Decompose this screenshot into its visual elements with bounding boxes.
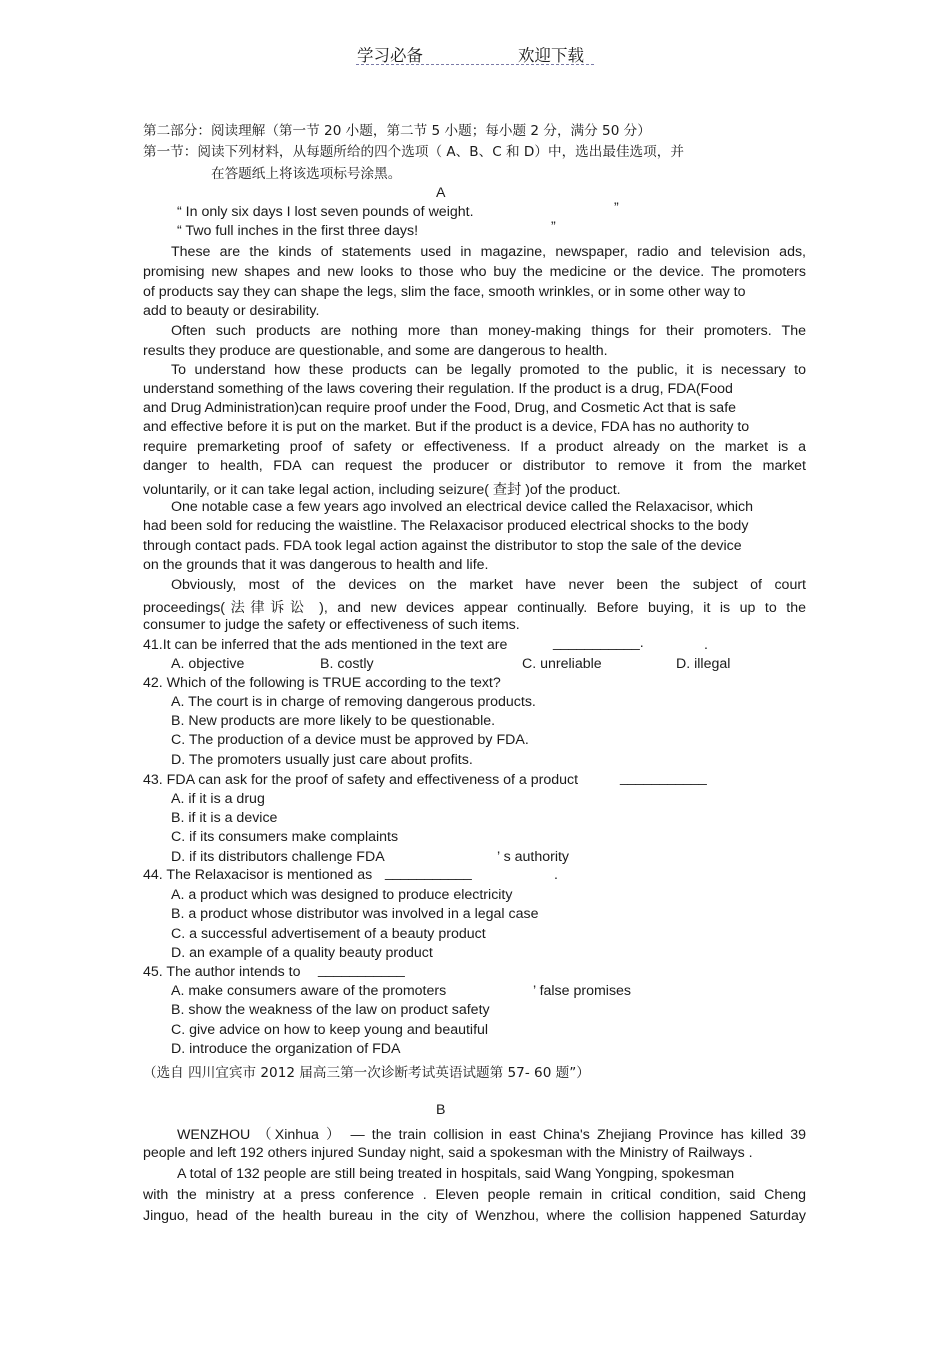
- passage-a-quote-1: “ In only six days I lost seven pounds of weight.: [177, 204, 474, 220]
- passage-b-line: Jinguo, head of the health bureau in the city of Wenzhou, where the collision happened Saturday: [143, 1208, 806, 1224]
- instructions-line-2: 第一节：阅读下列材料，从每题所给的四个选项（ A、B、C 和 D）中，选出最佳选项，并: [143, 144, 684, 160]
- passage-a-line: understand something of the laws covering their regulation. If the product is a drug, FDA(Food: [143, 381, 733, 397]
- passage-a-line: consumer to judge the safety or effectiveness of such items.: [143, 617, 520, 633]
- passage-b-line: A total of 132 people are still being treated in hospitals, said Wang Yongping, spokesman: [177, 1166, 735, 1182]
- passage-a-line: promising new shapes and new looks to those who buy the medicine or the device. The promoters: [143, 264, 806, 280]
- answer-blank: ___________.: [553, 635, 644, 651]
- option-b: B. show the weakness of the law on product safety: [171, 1002, 490, 1018]
- option-a: A. if it is a drug: [171, 791, 265, 807]
- option-c: C. if its consumers make complaints: [171, 829, 399, 845]
- passage-a-line: require premarketing proof of safety or effectiveness. If a product already on the market is a: [143, 439, 806, 455]
- option-c: C. a successful advertisement of a beauty product: [171, 926, 486, 942]
- option-a: A. objective: [171, 656, 245, 672]
- passage-a-line: had been sold for reducing the waistline. The Relaxacisor produced electrical shocks to the body: [143, 518, 749, 534]
- passage-b-line: people and left 192 others injured Sunday night, said a spokesman with the Ministry of Railways .: [143, 1145, 753, 1161]
- passage-b-line: with the ministry at a press conference . Eleven people remain in critical condition, said Cheng: [143, 1187, 806, 1203]
- option-c: C. unreliable: [522, 656, 602, 672]
- header-left-text: 学习必备: [357, 46, 423, 65]
- question-stem: 43. FDA can ask for the proof of safety and effectiveness of a product: [143, 772, 579, 788]
- passage-a-line: voluntarily, or it can take legal action, including seizure( 查封 )of the product.: [143, 482, 621, 498]
- passage-a-line: and Drug Administration)can require proof under the Food, Drug, and Cosmetic Act that is safe: [143, 400, 737, 416]
- instructions-line-1: 第二部分：阅读理解（第一节 20 小题，第二节 5 小题；每小题 2 分，满分 50 分）: [143, 123, 651, 139]
- option-d: D. illegal: [676, 656, 731, 672]
- source-note: （选自 四川宜宾市 2012 届高三第一次诊断考试英语试题第 57- 60 题”）: [143, 1065, 590, 1081]
- passage-a-quote-2-close: ”: [551, 219, 556, 235]
- option-a: A. make consumers aware of the promoters: [171, 983, 447, 999]
- option-b: B. costly: [320, 656, 374, 672]
- passage-a-line: of products say they can shape the legs, slim the face, smooth wrinkles, or in some other way to: [143, 284, 746, 300]
- option-d: D. introduce the organization of FDA: [171, 1041, 401, 1057]
- option-a: A. The court is in charge of removing dangerous products.: [171, 694, 536, 710]
- question-stem: 44. The Relaxacisor is mentioned as: [143, 867, 373, 883]
- passage-a-line: and effective before it is put on the market. But if the product is a device, FDA has no authority to: [143, 419, 750, 435]
- header-right-text: 欢迎下载: [518, 46, 584, 65]
- passage-b-label: B: [436, 1102, 446, 1118]
- passage-a-line: These are the kinds of statements used in magazine, newspaper, radio and television ads,: [171, 244, 806, 260]
- answer-blank: ___________: [318, 962, 405, 978]
- option-b: B. a product whose distributor was involved in a legal case: [171, 906, 539, 922]
- option-c: C. give advice on how to keep young and beautiful: [171, 1022, 489, 1038]
- passage-a-line: Often such products are nothing more than money-making things for their promoters. The: [171, 323, 806, 339]
- question-stem: 42. Which of the following is TRUE according to the text?: [143, 675, 501, 691]
- option-tail-text: ’ false promises: [533, 983, 632, 999]
- question-end-mark: .: [554, 867, 558, 883]
- passage-b-line: WENZHOU （Xinhua ） — the train collision in east China's Zhejiang Province has killed 39: [177, 1127, 806, 1142]
- passage-a-quote-1-close: ”: [614, 200, 619, 216]
- option-tail-text: ’ s authority: [497, 849, 570, 865]
- option-b: B. if it is a device: [171, 810, 278, 826]
- header-dashed-underline: [356, 64, 594, 65]
- question-end-mark: .: [704, 637, 708, 653]
- answer-blank: ___________: [385, 865, 472, 881]
- option-c: C. The production of a device must be approved by FDA.: [171, 732, 529, 748]
- passage-a-line: add to beauty or desirability.: [143, 303, 320, 319]
- passage-a-label: A: [436, 185, 446, 201]
- passage-a-line: One notable case a few years ago involved an electrical device called the Relaxacisor, which: [171, 499, 754, 515]
- passage-a-line: results they produce are questionable, and some are dangerous to health.: [143, 343, 608, 359]
- question-stem: 45. The author intends to: [143, 964, 301, 980]
- question-stem: 41.It can be inferred that the ads mentioned in the text are: [143, 637, 508, 653]
- option-d: D. an example of a quality beauty product: [171, 945, 433, 961]
- passage-a-line: through contact pads. FDA took legal action against the distributor to stop the sale of the device: [143, 538, 742, 554]
- answer-blank: ___________: [620, 770, 707, 786]
- option-d: D. if its distributors challenge FDA: [171, 849, 385, 865]
- passage-a-quote-2: “ Two full inches in the first three days!: [177, 223, 419, 239]
- option-d: D. The promoters usually just care about profits.: [171, 752, 473, 768]
- instructions-line-3: 在答题纸上将该选项标号涂黑。: [211, 166, 402, 182]
- option-b: B. New products are more likely to be questionable.: [171, 713, 496, 729]
- passage-a-line: Obviously, most of the devices on the market have never been the subject of court: [171, 577, 806, 593]
- passage-a-line: danger to health, FDA can request the producer or distributor to remove it from the market: [143, 458, 806, 474]
- passage-a-line: To understand how these products can be legally promoted to the public, it is necessary to: [171, 362, 806, 378]
- passage-a-line: proceedings(法律诉讼 ), and new devices appear continually. Before buying, it is up to the: [143, 600, 806, 615]
- option-a: A. a product which was designed to produce electricity: [171, 887, 513, 903]
- passage-a-line: on the grounds that it was dangerous to health and life.: [143, 557, 489, 573]
